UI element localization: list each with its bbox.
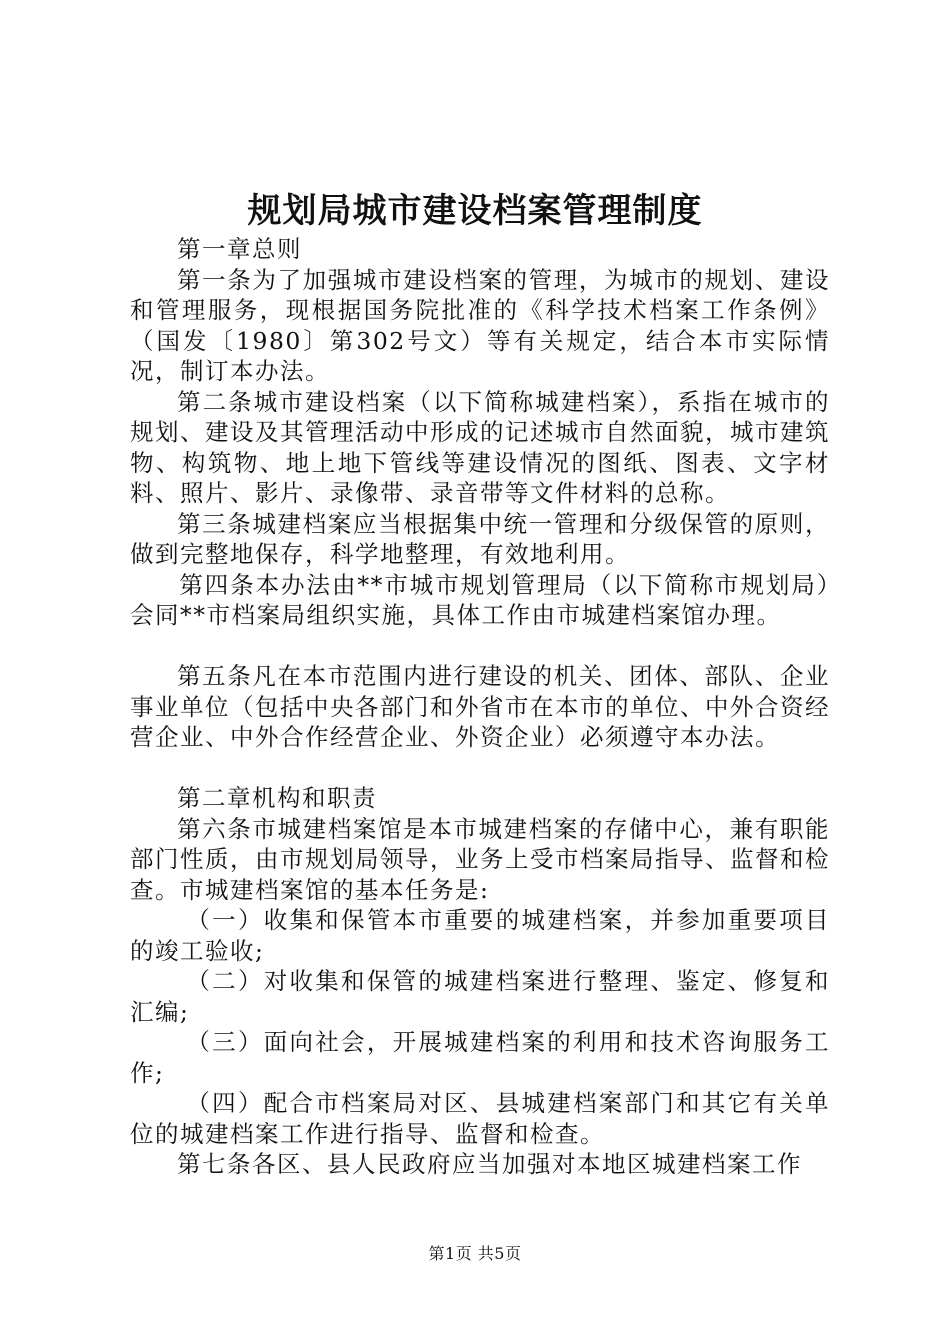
list-item: （三）面向社会，开展城建档案的利用和技术咨询服务工作; (130, 1028, 830, 1087)
list-item: （四）配合市档案局对区、县城建档案部门和其它有关单位的城建档案工作进行指导、监督和检查。 (130, 1089, 830, 1148)
list-item: （二）对收集和保管的城建档案进行整理、鉴定、修复和汇编; (130, 967, 830, 1026)
paragraph-spacer (130, 631, 830, 662)
chapter-heading: 第一章总则 (177, 235, 302, 263)
article-paragraph: 第六条市城建档案馆是本市城建档案的存储中心，兼有职能部门性质，由市规划局领导，业务上受市档案局指导、监督和检查。市城建档案馆的基本任务是: (130, 814, 830, 904)
article-paragraph: 第二条城市建设档案（以下简称城建档案），系指在城市的规划、建设及其管理活动中形成的记述城市自然面貌，城市建筑物、构筑物、地上地下管线等建设情况的图纸、图表、文字材料、照片、影片、录像带、录音带等文件材料的总称。 (130, 387, 830, 507)
document-body (130, 234, 830, 1180)
chapter-heading: 第二章机构和职责 (177, 784, 377, 812)
document-title: 规划局城市建设档案管理制度 (247, 191, 703, 231)
article-paragraph: 第七条各区、县人民政府应当加强对本地区城建档案工作 (177, 1150, 802, 1178)
paragraph-spacer (130, 753, 830, 784)
article-paragraph: 第三条城建档案应当根据集中统一管理和分级保管的原则，做到完整地保存，科学地整理，有效地利用。 (130, 509, 830, 568)
article-paragraph: 第四条本办法由**市城市规划管理局（以下简称市规划局）会同**市档案局组织实施，具体工作由市城建档案馆办理。 (130, 570, 830, 629)
page-number: 第1页 共5页 (428, 1244, 522, 1263)
list-item: （一）收集和保管本市重要的城建档案，并参加重要项目的竣工验收; (130, 906, 830, 965)
article-paragraph: 第一条为了加强城市建设档案的管理，为城市的规划、建设和管理服务，现根据国务院批准的《科学技术档案工作条例》（国发〔1980〕第302号文）等有关规定，结合本市实际情况，制订本办法。 (130, 265, 830, 385)
article-paragraph: 第五条凡在本市范围内进行建设的机关、团体、部队、企业事业单位（包括中央各部门和外省市在本市的单位、中外合资经营企业、中外合作经营企业、外资企业）必须遵守本办法。 (130, 662, 830, 751)
